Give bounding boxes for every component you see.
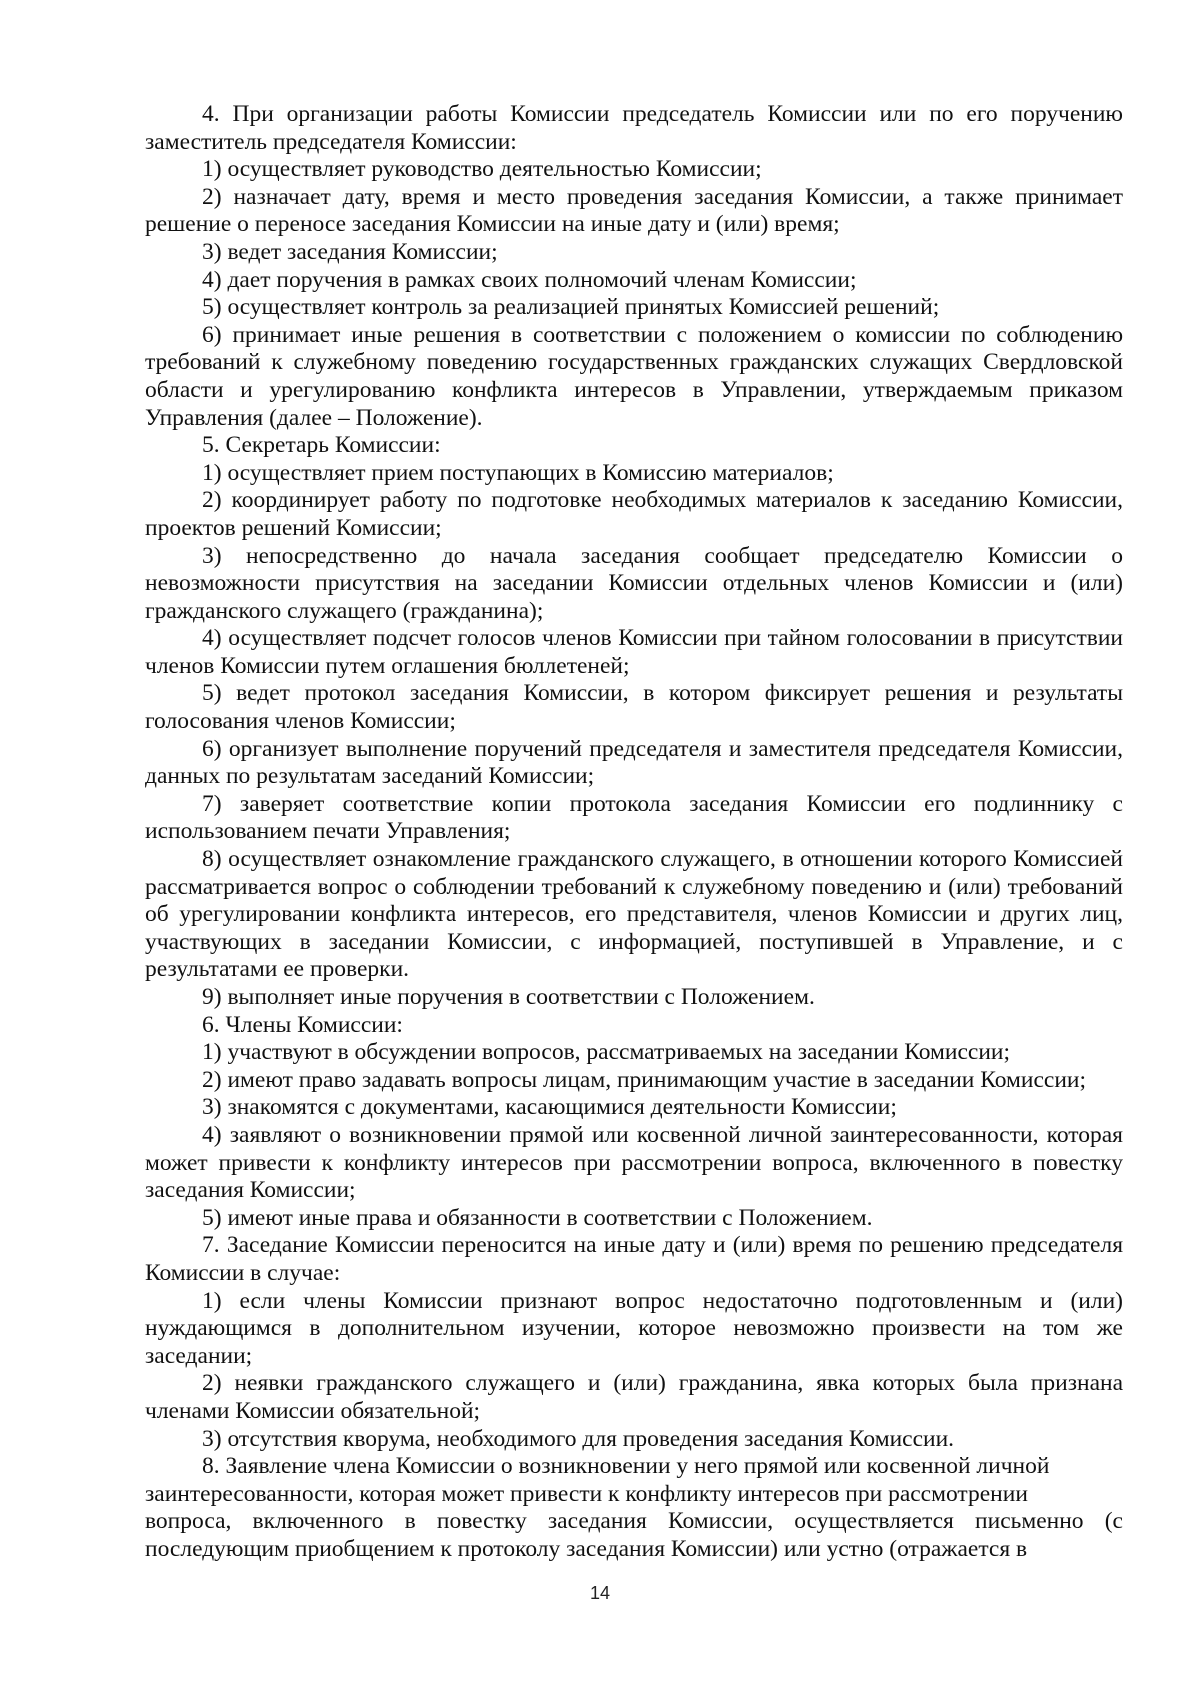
paragraph-last <box>145 1453 1123 1508</box>
paragraph: 6) принимает иные решения в соответствии с положением о комиссии по соблюдению требований к служебному поведению государственных гражданских служащих Свердловской области и урегулированию конфликта интересов в Управлении, утверждаемым приказом Управления (далее – Положение). <box>145 321 1123 431</box>
paragraph: 3) ведет заседания Комиссии; <box>202 238 498 265</box>
paragraph: 3) непосредственно до начала заседания сообщает председателю Комиссии о невозможности присутствия на заседании Комиссии отдельных членов Комиссии и (или) гражданского служащего (гражданина); <box>145 542 1123 624</box>
paragraph: 1) если члены Комиссии признают вопрос недостаточно подготовленным и (или) нуждающимся в дополнительном изучении, которое невозможно произвести на том же заседании; <box>145 1287 1123 1369</box>
paragraph: 2) имеют право задавать вопросы лицам, принимающим участие в заседании Комиссии; <box>202 1066 1087 1093</box>
paragraph: 2) неявки гражданского служащего и (или) гражданина, явка которых была признана членами Комиссии обязательной; <box>145 1370 1123 1424</box>
paragraph: 5. Секретарь Комиссии: <box>202 432 441 459</box>
paragraph-line: заинтересованности, которая может привести к конфликту интересов при рассмотрении <box>145 1480 1028 1507</box>
paragraph: 1) осуществляет руководство деятельностью Комиссии; <box>202 156 762 183</box>
paragraph: 2) координирует работу по подготовке необходимых материалов к заседанию Комиссии, проектов решений Комиссии; <box>145 487 1123 541</box>
paragraph: 1) осуществляет прием поступающих в Комиссию материалов; <box>202 459 834 486</box>
page-number: 14 <box>589 1583 611 1603</box>
paragraph: 4. При организации работы Комиссии председатель Комиссии или по его поручению заместитель председателя Комиссии: <box>145 101 1123 155</box>
paragraph: 6. Члены Комиссии: <box>202 1011 403 1038</box>
paragraph: 4) дает поручения в рамках своих полномочий членам Комиссии; <box>202 266 857 293</box>
paragraph-continuation: вопроса, включенного в повестку заседания Комиссии, осуществляется письменно (с последующим приобщением к протоколу заседания Комиссии) или устно (отражается в <box>145 1508 1123 1562</box>
paragraph: 1) участвуют в обсуждении вопросов, рассматриваемых на заседании Комиссии; <box>202 1039 1011 1066</box>
paragraph: 5) ведет протокол заседания Комиссии, в котором фиксирует решения и результаты голосования членов Комиссии; <box>145 680 1123 735</box>
paragraph: 3) отсутствия кворума, необходимого для проведения заседания Комиссии. <box>202 1425 955 1452</box>
paragraph-line: 8. Заявление члена Комиссии о возникновении у него прямой или косвенной личной <box>202 1453 1050 1480</box>
paragraph: 5) имеют иные права и обязанности в соответствии с Положением. <box>202 1204 873 1231</box>
paragraph: 9) выполняет иные поручения в соответствии с Положением. <box>202 984 815 1010</box>
paragraph: 5) осуществляет контроль за реализацией принятых Комиссией решений; <box>202 294 940 321</box>
document-body <box>145 101 1123 1563</box>
paragraph: 2) назначает дату, время и место проведения заседания Комиссии, а также принимает решение о переносе заседания Комиссии на иные дату и (или) время; <box>145 183 1123 238</box>
paragraph: 3) знакомятся с документами, касающимися деятельности Комиссии; <box>202 1094 897 1121</box>
paragraph: 8) осуществляет ознакомление гражданского служащего, в отношении которого Комиссией рассматривается вопрос о соблюдении требований к служебному поведению и (или) требований об урегулировании конфликта интересов, его представителя, членов Комиссии и других лиц, участвующих в заседании Комиссии, с информацией, поступившей в Управление, и с результатами ее проверки. <box>145 846 1123 983</box>
paragraph: 7. Заседание Комиссии переносится на иные дату и (или) время по решению председателя Комиссии в случае: <box>145 1232 1123 1286</box>
paragraph: 7) заверяет соответствие копии протокола заседания Комиссии его подлиннику с использованием печати Управления; <box>145 790 1123 845</box>
paragraph: 4) заявляют о возникновении прямой или косвенной личной заинтересованности, которая может привести к конфликту интересов при рассмотрении вопроса, включенного в повестку заседания Комиссии; <box>145 1121 1123 1204</box>
paragraph: 6) организует выполнение поручений председателя и заместителя председателя Комиссии, данных по результатам заседаний Комиссии; <box>145 735 1123 790</box>
paragraph: 4) осуществляет подсчет голосов членов Комиссии при тайном голосовании в присутствии членов Комиссии путем оглашения бюллетеней; <box>145 625 1123 679</box>
